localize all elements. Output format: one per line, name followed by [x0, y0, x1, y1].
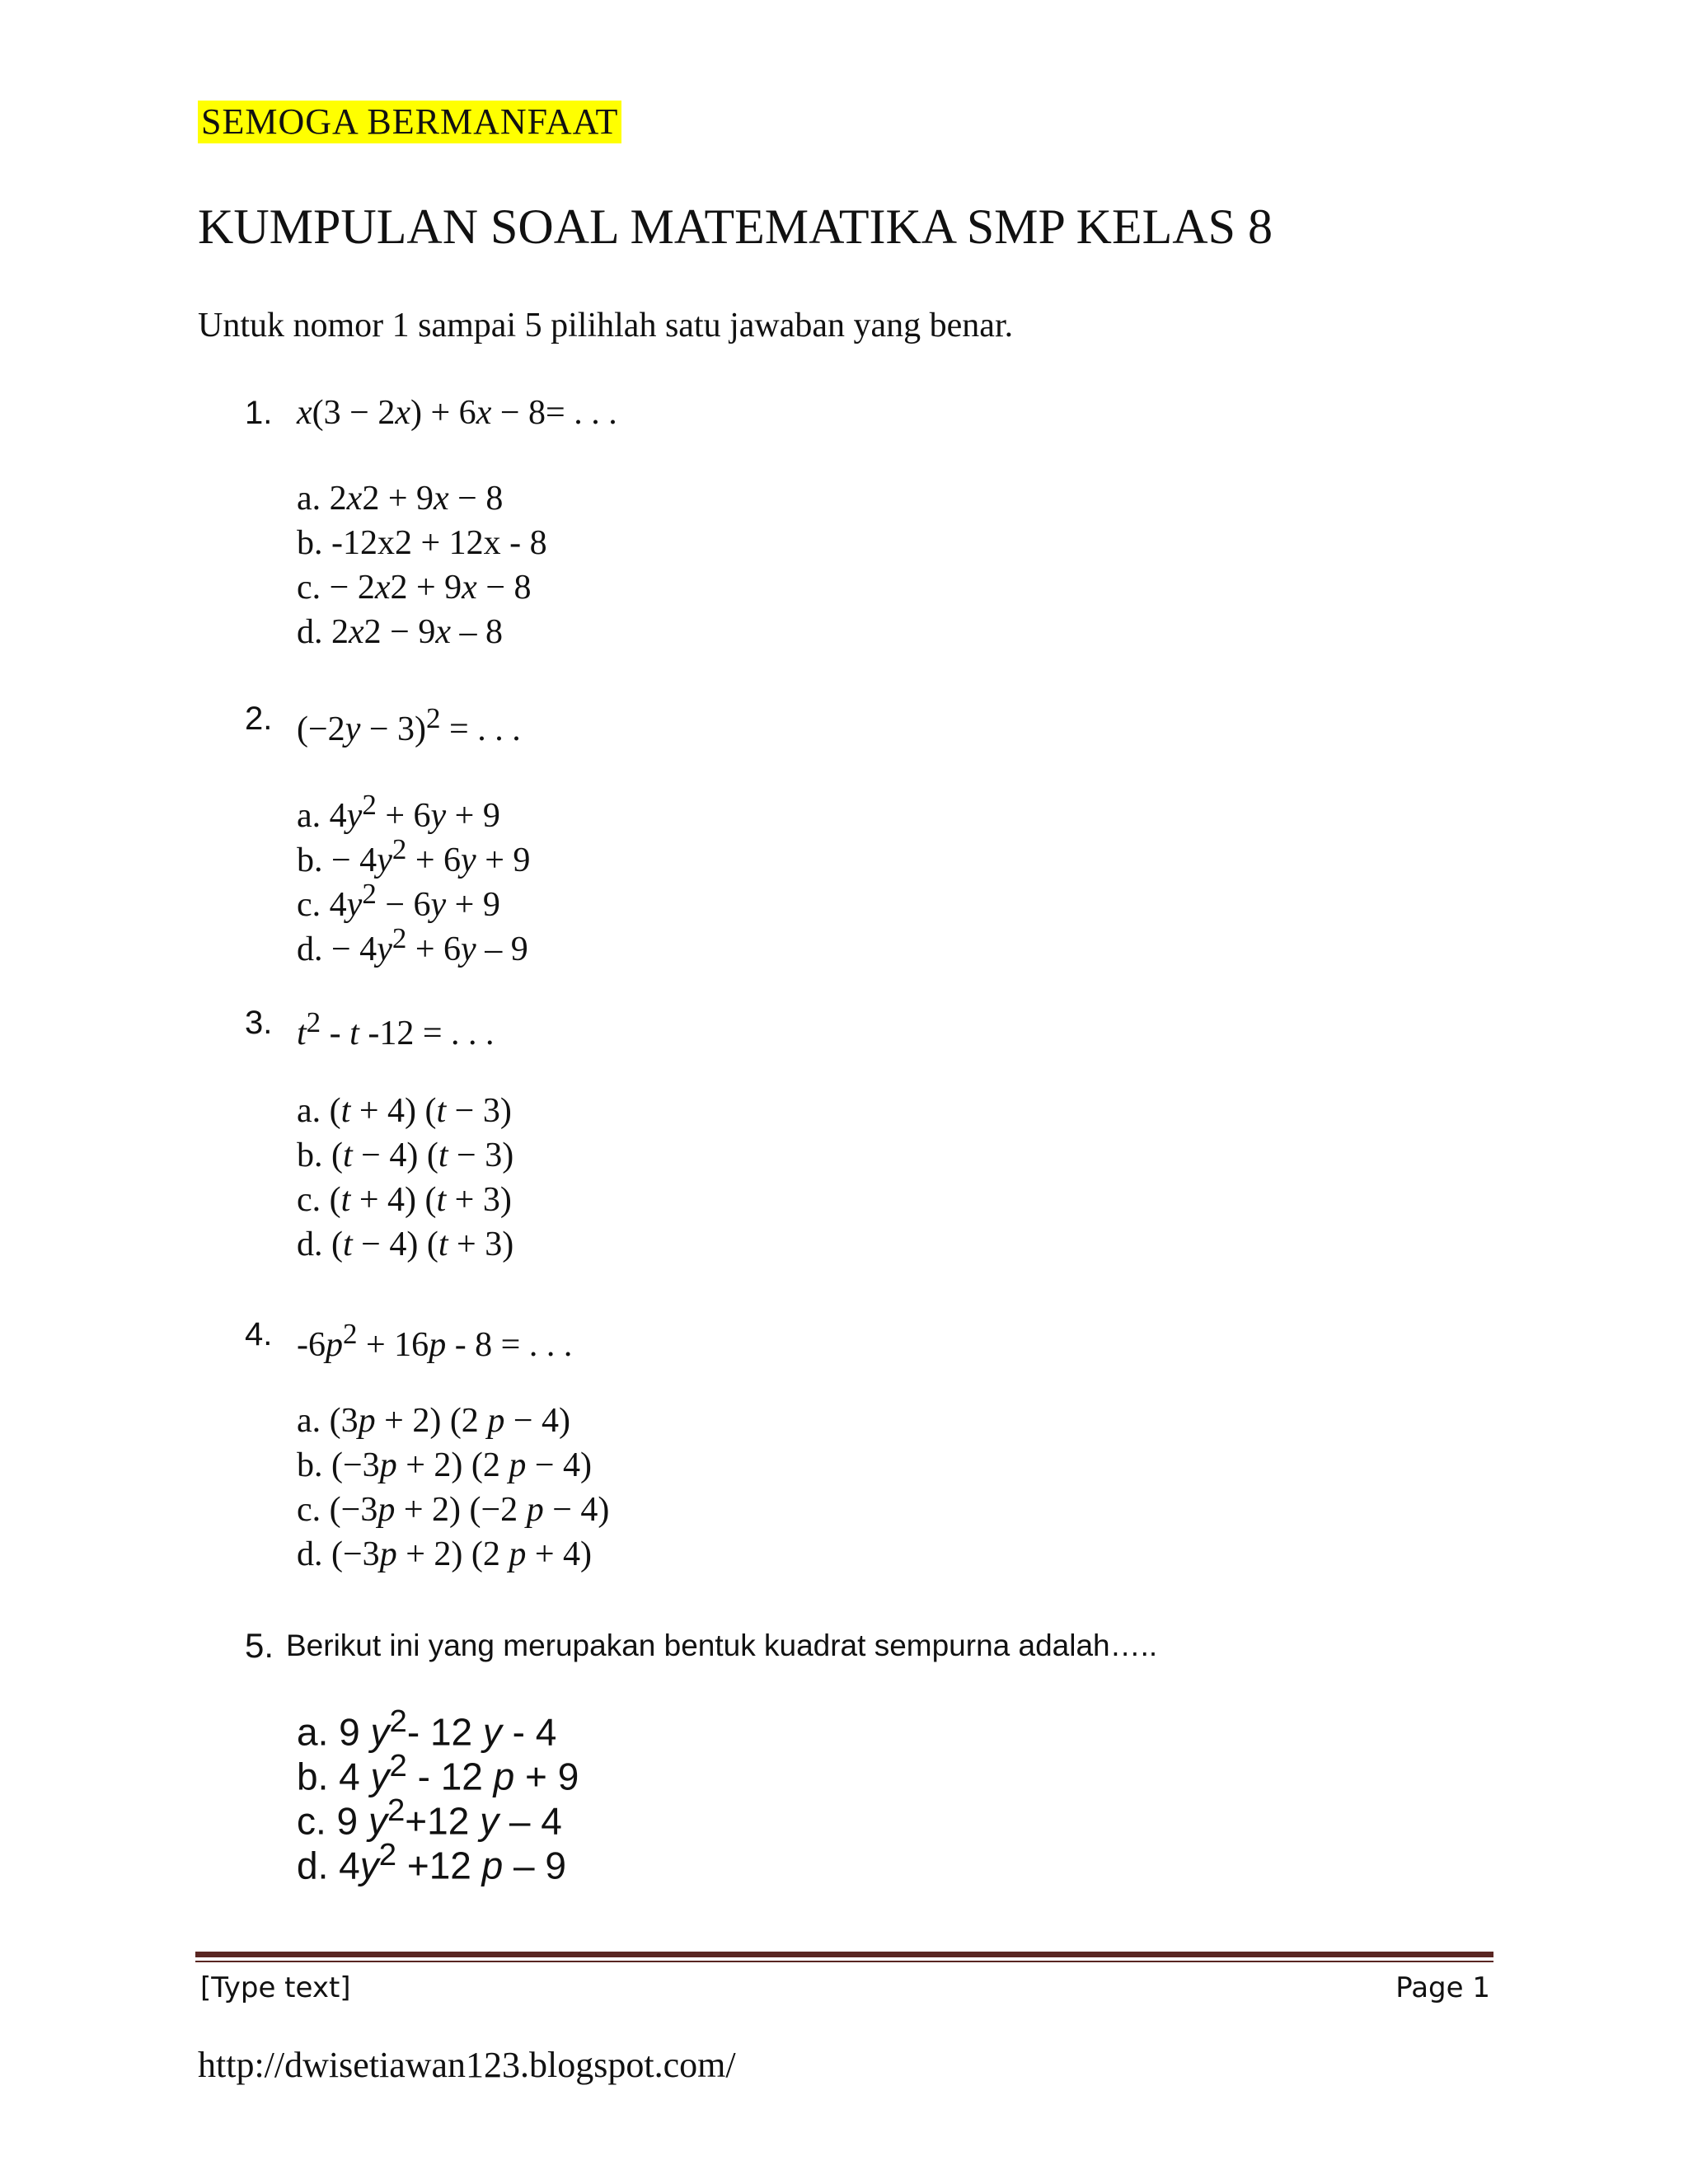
question-text: $(-2y - 3)^2$ = . . .	[297, 702, 521, 748]
option-c: c. $4y^2 - 6y + 9$	[297, 878, 500, 924]
option-c: c. (t + 4) (t + 3)	[297, 1181, 512, 1219]
question-number: 2.	[245, 701, 273, 737]
footer-placeholder-text: [Type text]	[200, 1971, 351, 2004]
question-text: $t^2$ - t -12 = . . .	[297, 1006, 495, 1052]
banner-highlight: SEMOGA BERMANFAAT	[198, 101, 621, 143]
document-title: KUMPULAN SOAL MATEMATIKA SMP KELAS 8	[198, 199, 1273, 254]
option-b: b. (t − 4) (t − 3)	[297, 1137, 514, 1174]
question-text: $-6p^2 + 16p - 8$ = . . .	[297, 1318, 573, 1364]
option-d: d. $4y^2 +12$ p – 9	[297, 1837, 566, 1887]
question-text: Berikut ini yang merupakan bentuk kuadrat sempurna adalah…..	[286, 1629, 1158, 1662]
option-d: d. 2x2 − 9x – 8	[297, 613, 503, 651]
option-a: a. (3p + 2) (2 p − 4)	[297, 1402, 570, 1440]
page-number: Page 1	[1395, 1971, 1490, 2004]
source-url[interactable]: http://dwisetiawan123.blogspot.com/	[198, 2045, 736, 2085]
question-text: x(3 − 2x) + 6x − 8= . . .	[297, 394, 617, 432]
option-d: d. (t − 4) (t + 3)	[297, 1226, 514, 1263]
footer-divider-thick	[195, 1952, 1493, 1957]
option-b: b. 4 $y^2 - 12$ p + 9	[297, 1748, 579, 1798]
option-a: a. 9 $y^2-$ 12 y - 4	[297, 1704, 557, 1754]
option-d: d. (−3p + 2) (2 p + 4)	[297, 1535, 593, 1573]
option-list	[297, 1089, 513, 1267]
question-number: 4.	[245, 1316, 273, 1352]
question-number: 3.	[245, 1005, 273, 1041]
option-c: c. 9 $y^2+12$ y – 4	[297, 1793, 562, 1843]
option-d: d. − $4y^2 + 6y - 9$	[297, 922, 528, 968]
option-b: b. -12x2 + 12x - 8	[297, 524, 547, 562]
option-b: b. − $4y^2 + 6y + 9$	[297, 833, 531, 879]
option-b: b. (−3p + 2) (2 p − 4)	[297, 1446, 593, 1484]
option-c: c. − 2x2 + 9x − 8	[297, 569, 532, 607]
option-a: a. (t + 4) (t − 3)	[297, 1092, 512, 1130]
option-list	[297, 476, 547, 654]
option-a: a. 2x2 + 9x − 8	[297, 480, 504, 518]
question-number: 1.	[245, 395, 273, 431]
option-list	[297, 1399, 609, 1577]
question-number: 5.	[245, 1626, 274, 1665]
option-c: c. (−3p + 2) (−2 p − 4)	[297, 1491, 610, 1529]
option-list	[297, 1699, 579, 1887]
instruction-text: Untuk nomor 1 sampai 5 pilihlah satu jawaban yang benar.	[198, 307, 1014, 344]
footer-divider-thin	[195, 1961, 1493, 1962]
option-a: a. $4y^2 + 6y + 9$	[297, 789, 500, 835]
option-list	[297, 783, 531, 968]
